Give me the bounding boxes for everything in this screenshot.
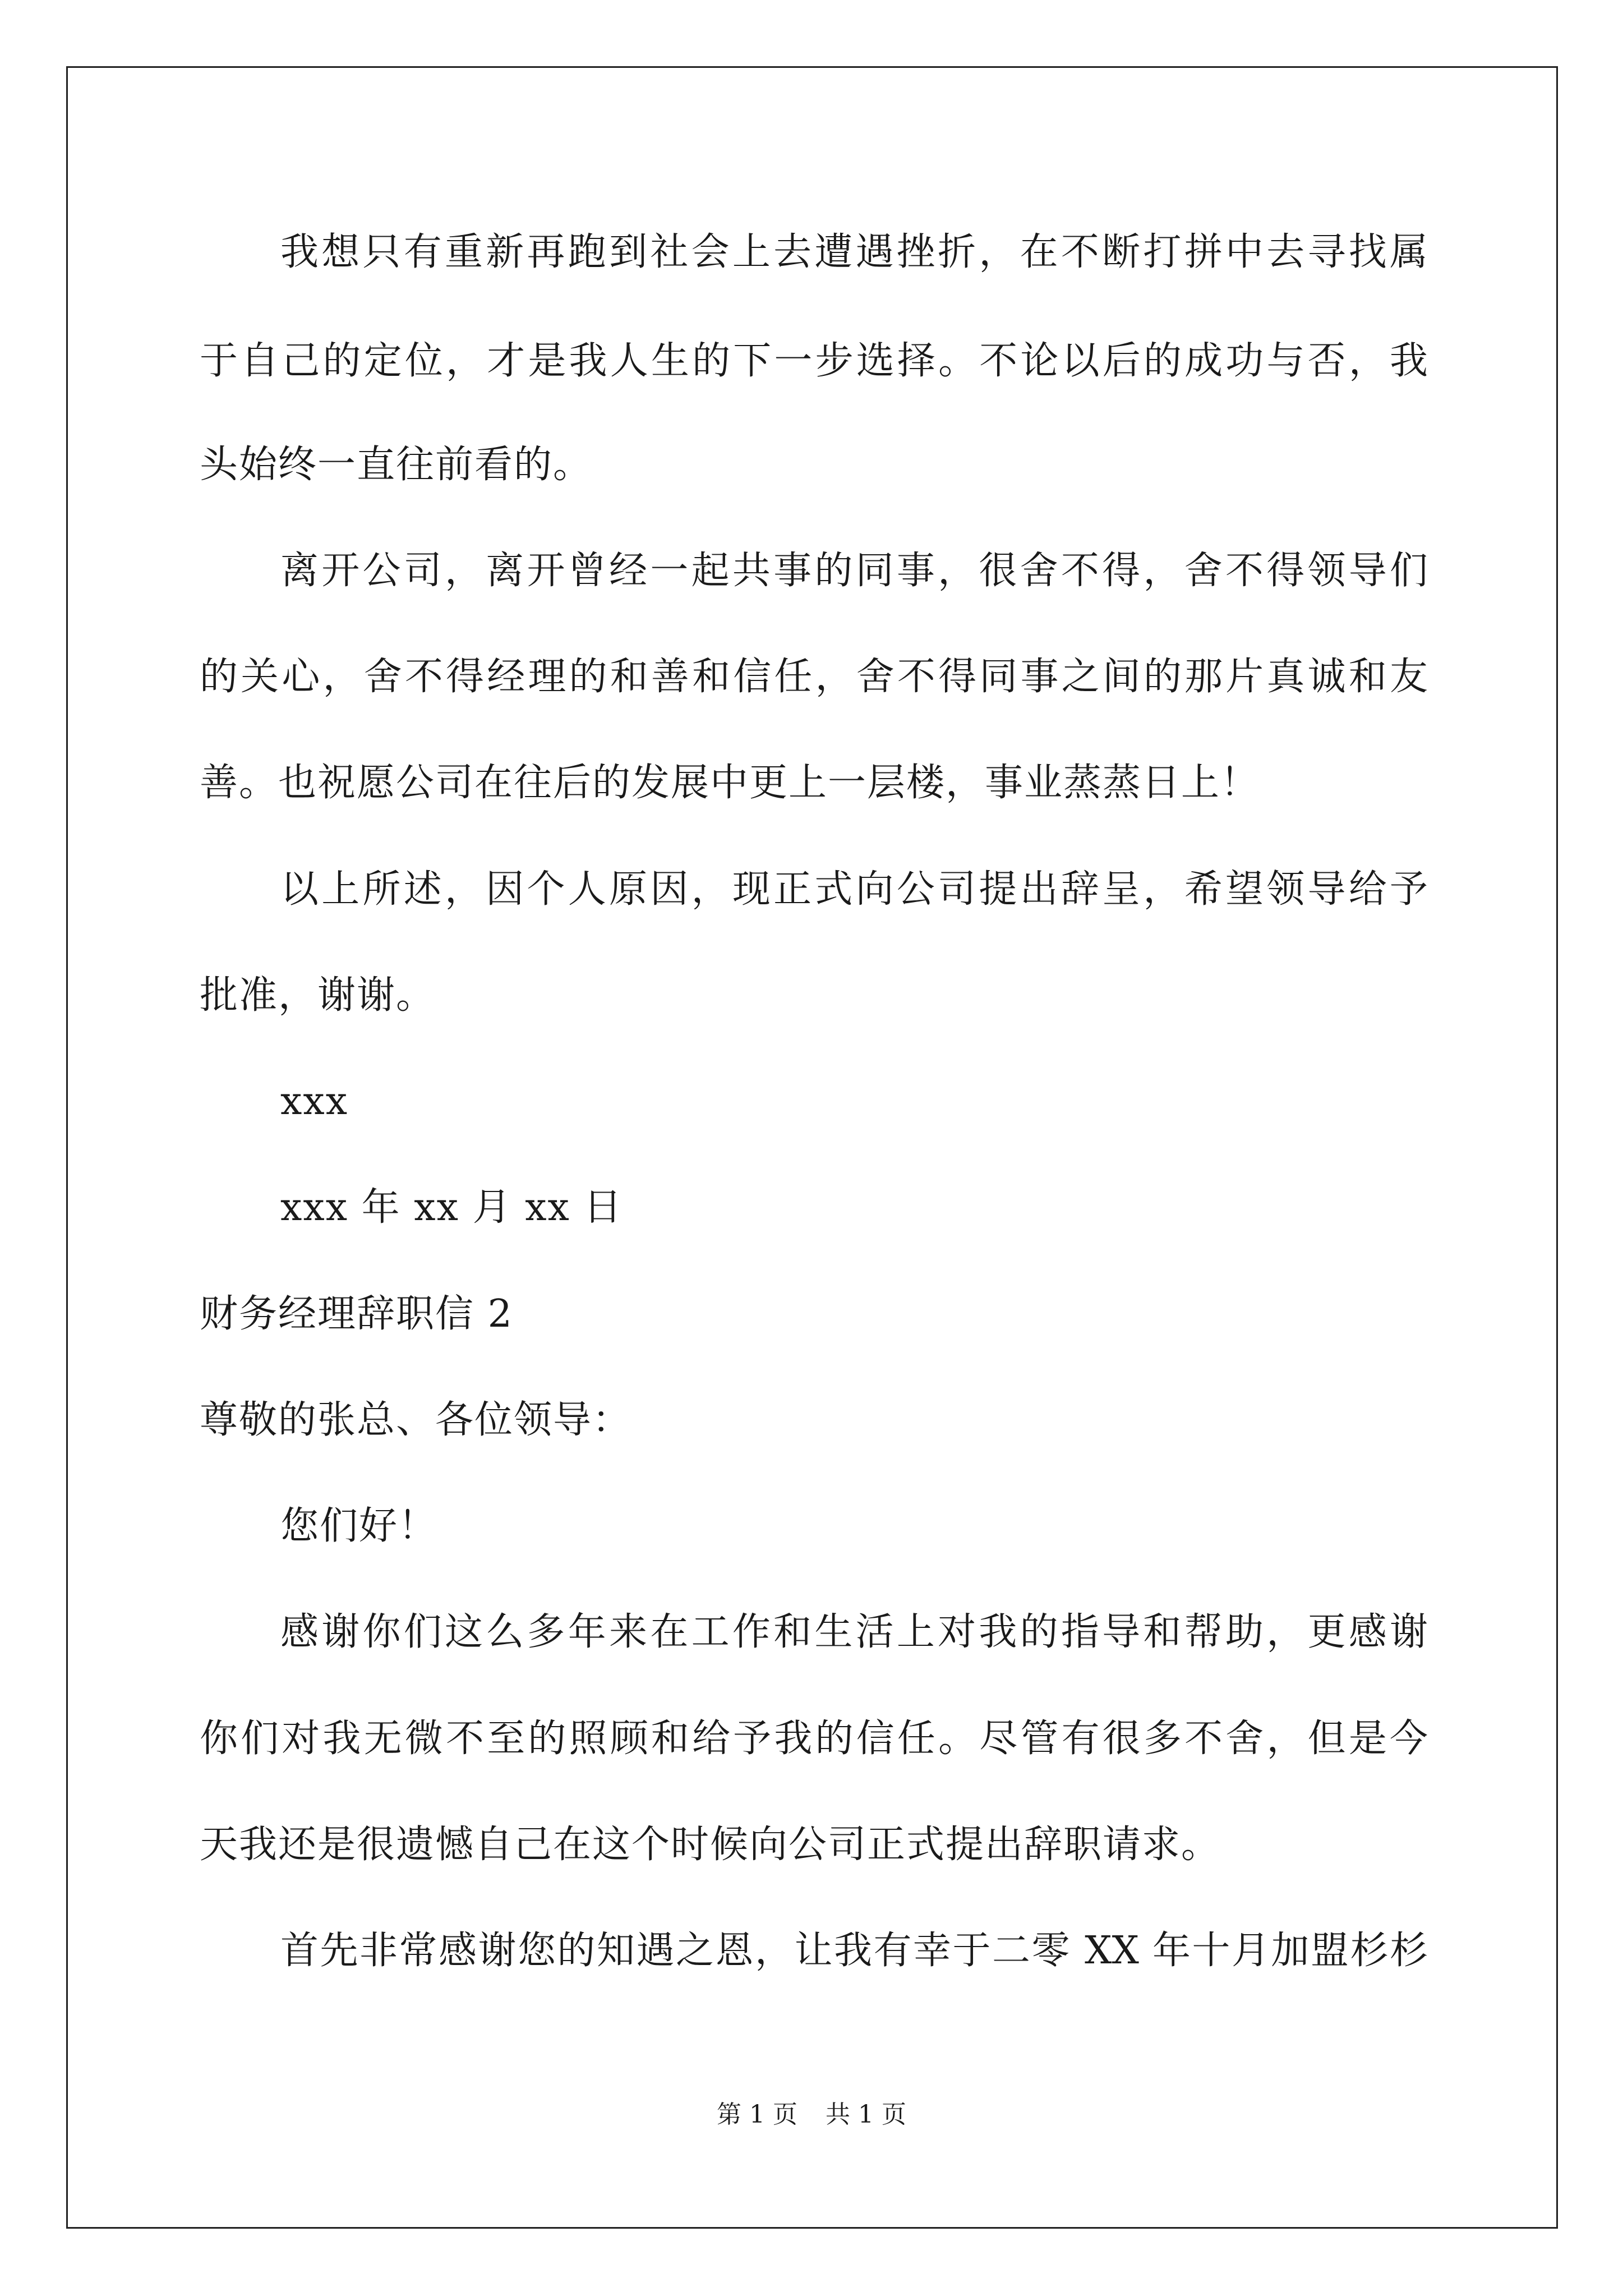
page-footer [0, 2099, 1623, 2131]
signature-date: xxx 年 xx 月 xx 日 [280, 1185, 623, 1230]
text-line: 批准，谢谢。 [200, 973, 436, 1018]
page-number: 第 1 页 [717, 2100, 797, 2129]
text-line: 离开公司，离开曾经一起共事的同事，很舍不得，舍不得领导们 [280, 549, 1428, 593]
section-title: 财务经理辞职信 2 [200, 1292, 513, 1336]
text-line: 首先非常感谢您的知遇之恩，让我有幸于二零 XX 年十月加盟杉杉 [280, 1929, 1428, 1973]
text-line: 的关心，舍不得经理的和善和信任，舍不得同事之间的那片真诚和友 [200, 655, 1428, 699]
text-line: 天我还是很遗憾自己在这个时候向公司正式提出辞职请求。 [200, 1823, 1221, 1867]
text-line: 善。也祝愿公司在往后的发展中更上一层楼，事业蒸蒸日上！ [200, 761, 1260, 805]
text-line: 你们对我无微不至的照顾和给予我的信任。尽管有很多不舍，但是今 [200, 1717, 1428, 1761]
text-line: 于自己的定位，才是我人生的下一步选择。不论以后的成功与否，我 [200, 339, 1428, 383]
signature-name: xxx [280, 1079, 349, 1124]
page-border [66, 66, 1558, 2229]
page-total: 共 1 页 [826, 2100, 906, 2129]
text-line: 感谢你们这么多年来在工作和生活上对我的指导和帮助，更感谢 [280, 1610, 1428, 1654]
greeting: 您们好！ [280, 1504, 438, 1548]
salutation: 尊敬的张总、各位领导： [200, 1398, 632, 1442]
text-line: 我想只有重新再跑到社会上去遭遇挫折，在不断打拼中去寻找属 [280, 230, 1428, 274]
text-line: 头始终一直往前看的。 [200, 443, 593, 487]
text-line: 以上所述，因个人原因，现正式向公司提出辞呈，希望领导给予 [280, 867, 1428, 912]
